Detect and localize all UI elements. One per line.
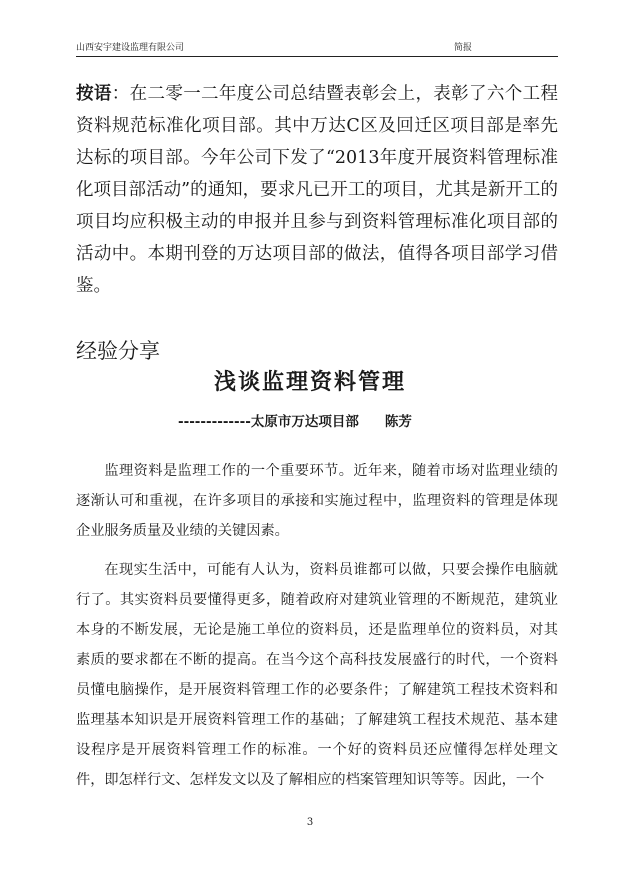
bulletin-label: 简报 — [454, 43, 473, 53]
article-paragraph: 在现实生活中，可能有人认为，资料员谁都可以做，只要会操作电脑就行了。其实资料员要懂得更多，随着政府对建筑业管理的不断规范，建筑业本身的不断发展，无论是施工单位的资料员，还是监理单位的资料员，对其素质的要求都在不断的提高。在当今这个高科技发展盛行的时代，一个资料员懂电脑操作，是开展资料管理工作的必要条件；了解建筑工程技术资料和监理基本知识是开展资料管理工作的基础；了解建筑工程技术规范、基本建设程序是开展资料管理工作的标准。一个好的资料员还应懂得怎样处理文件，即怎样行文、怎样发文以及了解相应的档案管理知识等等。因此，一个 — [76, 562, 558, 788]
byline-department: -------------太原市万达项目部 — [178, 414, 359, 430]
article-title: 浅谈监理资料管理 — [213, 370, 406, 395]
article-body — [76, 456, 558, 804]
article-byline — [178, 412, 412, 432]
article-paragraph: 监理资料是监理工作的一个重要环节。近年来，随着市场对监理业绩的逐渐认可和重视，在许多项目的承接和实施过程中，监理资料的管理是体现企业服务质量及业绩的关键因素。 — [76, 463, 558, 539]
page-header — [76, 42, 558, 56]
editor-note — [76, 78, 558, 302]
section-heading: 经验分享 — [76, 339, 160, 363]
company-name: 山西安宇建设监理有限公司 — [76, 43, 185, 53]
editor-note-text: ：在二零一二年度公司总结暨表彰会上，表彰了六个工程资料规范标准化项目部。其中万达C区及回迁区项目部是率先达标的项目部。今年公司下发了“2013年度开展资料管理标准化项目部活动”的通知，要求凡已开工的项目，尤其是新开工的项目均应积极主动的申报并且参与到资料管理标准化项目部的活动中。本期刊登的万达项目部的做法，值得各项目部学习借鉴。 — [76, 84, 559, 296]
byline-author: 陈芳 — [384, 414, 412, 430]
editor-note-label: 按语 — [76, 84, 112, 104]
page-number: 3 — [306, 817, 314, 828]
header-divider — [76, 56, 558, 57]
